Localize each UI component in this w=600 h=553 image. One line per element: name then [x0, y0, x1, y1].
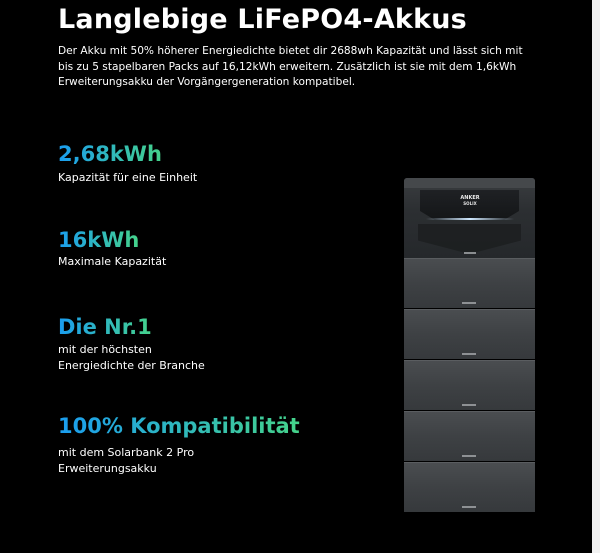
stat-desc-line: Maximale Kapazität [58, 255, 167, 268]
brand-logo: ANKER SOLIX [460, 195, 480, 206]
page-title: Langlebige LiFePO4-Akkus [58, 4, 467, 35]
stat-desc-line: Kapazität für eine Einheit [58, 171, 198, 184]
battery-pack [404, 309, 535, 359]
stat-desc-line: mit der höchsten [58, 343, 152, 356]
stat-compatibility-value: 100% Kompatibilität [58, 414, 300, 438]
solarbank-hub [404, 178, 535, 258]
stat-desc-line: mit dem Solarbank 2 Pro [58, 446, 195, 459]
stat-capacity-value: 2,68kWh [58, 142, 162, 166]
stat-number-one-desc [58, 342, 205, 373]
stat-max-capacity-value: 16kWh [58, 228, 140, 252]
battery-pack [404, 411, 535, 461]
stat-capacity-desc [58, 170, 197, 186]
stat-desc-line: Energiedichte der Branche [58, 358, 205, 372]
stat-desc-line: Erweiterungsakku [58, 461, 157, 475]
battery-pack [404, 360, 535, 410]
battery-pack [404, 462, 535, 512]
intro-text: Der Akku mit 50% höherer Energiedichte bietet dir 2688wh Kapazität und lässt sich mit bis zu 5 stapelbaren Packs auf 16,12kWh erweitern. Zusätzlich ist sie mit dem 1,6kWh Erweiterungsakku der Vorgängergeneration kompatibel. [58, 45, 523, 88]
battery-tower-image [404, 178, 535, 513]
stat-number-one-value: Die Nr.1 [58, 315, 152, 339]
right-edge-strip [592, 0, 600, 553]
battery-pack [404, 258, 535, 308]
hub-chevron-panel [418, 224, 521, 254]
hub-light-bar [426, 218, 514, 220]
stat-max-capacity-desc [58, 254, 166, 270]
stat-compatibility-desc [58, 445, 194, 476]
